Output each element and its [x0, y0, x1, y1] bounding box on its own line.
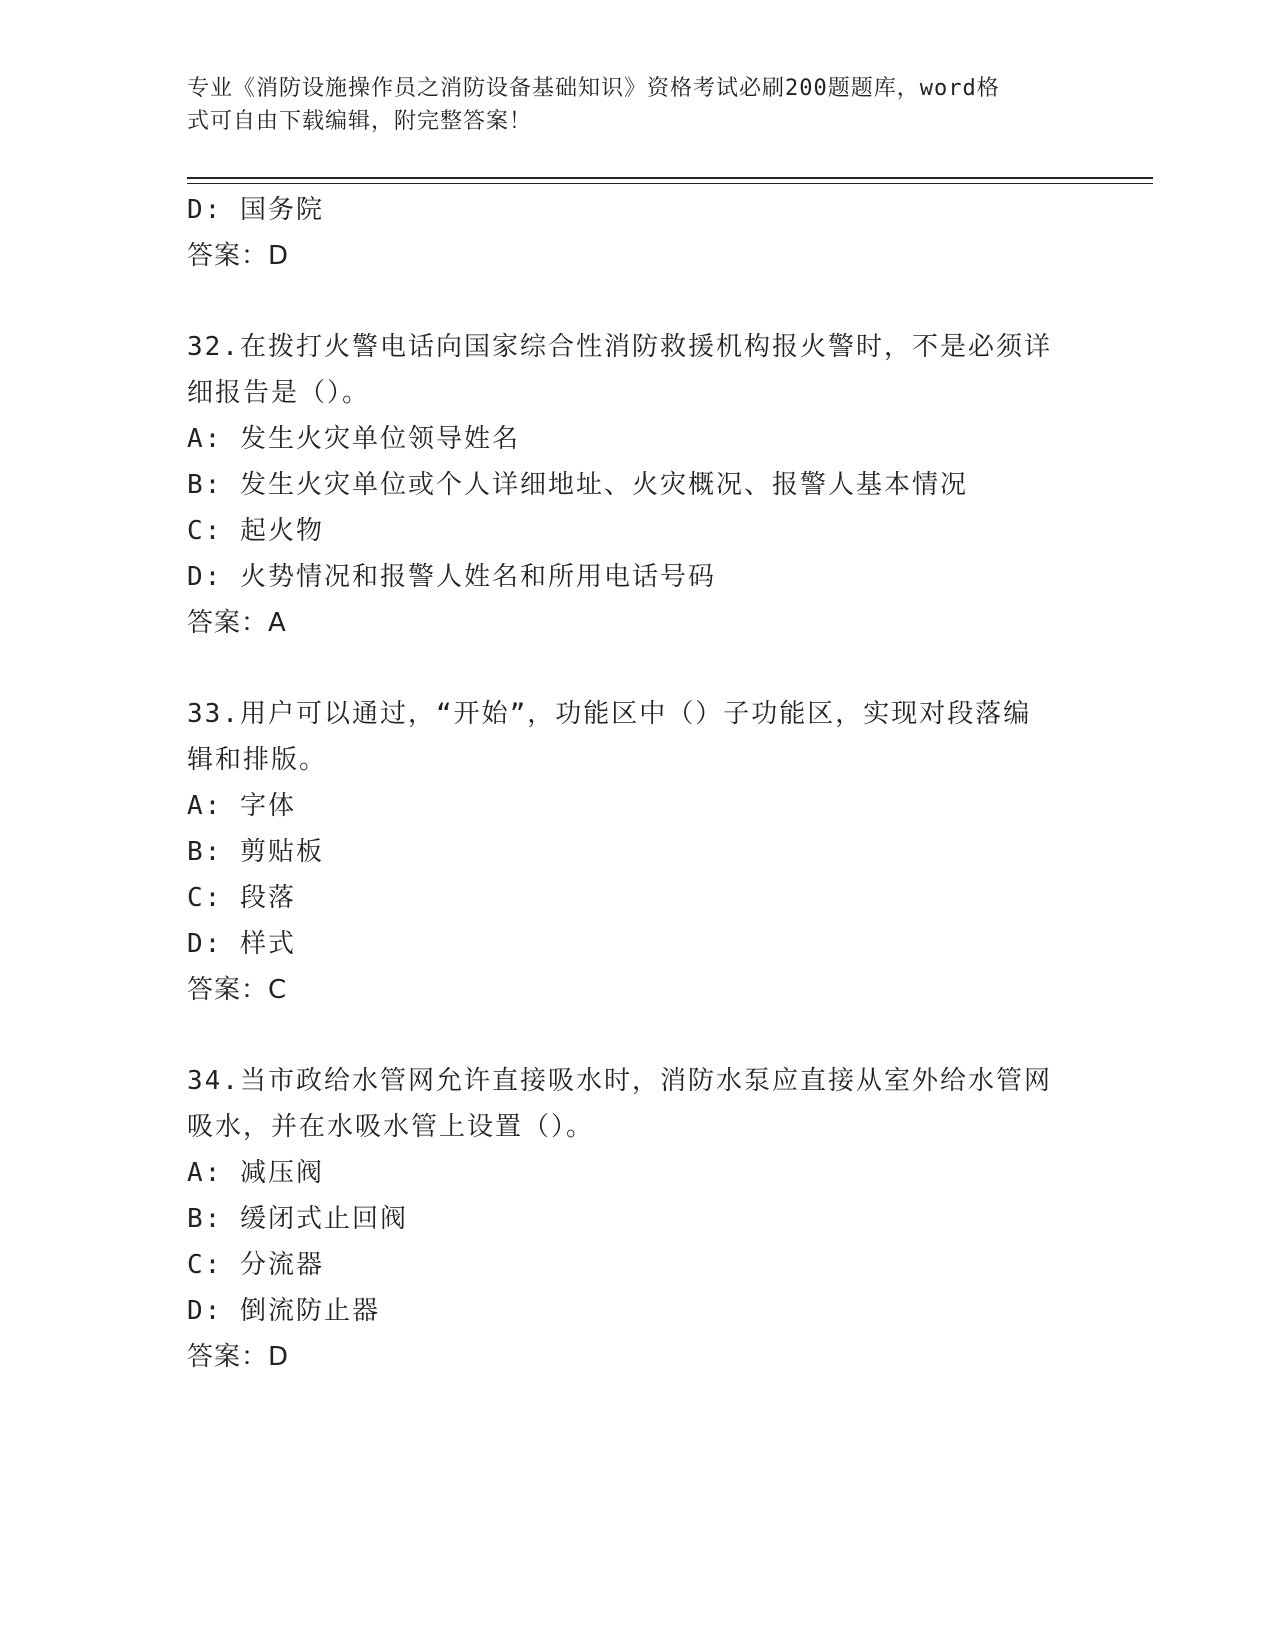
header-line-1: 专业《消防设施操作员之消防设备基础知识》资格考试必刷200题题库，word格: [187, 76, 1000, 101]
header-line-2: 式可自由下载编辑，附完整答案！: [187, 109, 533, 134]
document-body: [187, 187, 1087, 1380]
question-text-line-2: 辑和排版。: [187, 745, 328, 775]
option-d: D: 国务院: [187, 195, 324, 225]
option-d: D: 倒流防止器: [187, 1296, 380, 1326]
option-d: D: 火势情况和报警人姓名和所用电话号码: [187, 562, 716, 592]
option-c: C: 分流器: [187, 1250, 324, 1280]
answer: 答案：D: [187, 1342, 290, 1372]
answer: 答案：A: [187, 608, 287, 638]
document-header: [187, 72, 1077, 138]
option-c: C: 起火物: [187, 516, 324, 546]
option-a: A: 发生火灾单位领导姓名: [187, 424, 520, 454]
previous-question-tail: [187, 187, 1087, 279]
question-text-line-2: 吸水，并在水吸水管上设置（）。: [187, 1112, 595, 1142]
question-text-line-2: 细报告是（）。: [187, 378, 371, 408]
option-b: B: 剪贴板: [187, 837, 324, 867]
option-a: A: 字体: [187, 791, 296, 821]
answer: 答案：C: [187, 975, 288, 1005]
question-33: [187, 691, 1087, 1013]
question-text-line-1: 33.用户可以通过，“开始”，功能区中（）子功能区，实现对段落编: [187, 699, 1032, 729]
question-34: [187, 1058, 1087, 1380]
header-divider-thin: [187, 183, 1153, 184]
question-32: [187, 324, 1087, 646]
option-b: B: 发生火灾单位或个人详细地址、火灾概况、报警人基本情况: [187, 470, 968, 500]
answer: 答案：D: [187, 241, 290, 271]
option-d: D: 样式: [187, 929, 296, 959]
question-text-line-1: 32.在拨打火警电话向国家综合性消防救援机构报火警时，不是必须详: [187, 332, 1052, 362]
option-b: B: 缓闭式止回阀: [187, 1204, 408, 1234]
header-divider-thick: [187, 177, 1153, 179]
option-c: C: 段落: [187, 883, 296, 913]
option-a: A: 减压阀: [187, 1158, 324, 1188]
question-text-line-1: 34.当市政给水管网允许直接吸水时，消防水泵应直接从室外给水管网: [187, 1066, 1052, 1096]
